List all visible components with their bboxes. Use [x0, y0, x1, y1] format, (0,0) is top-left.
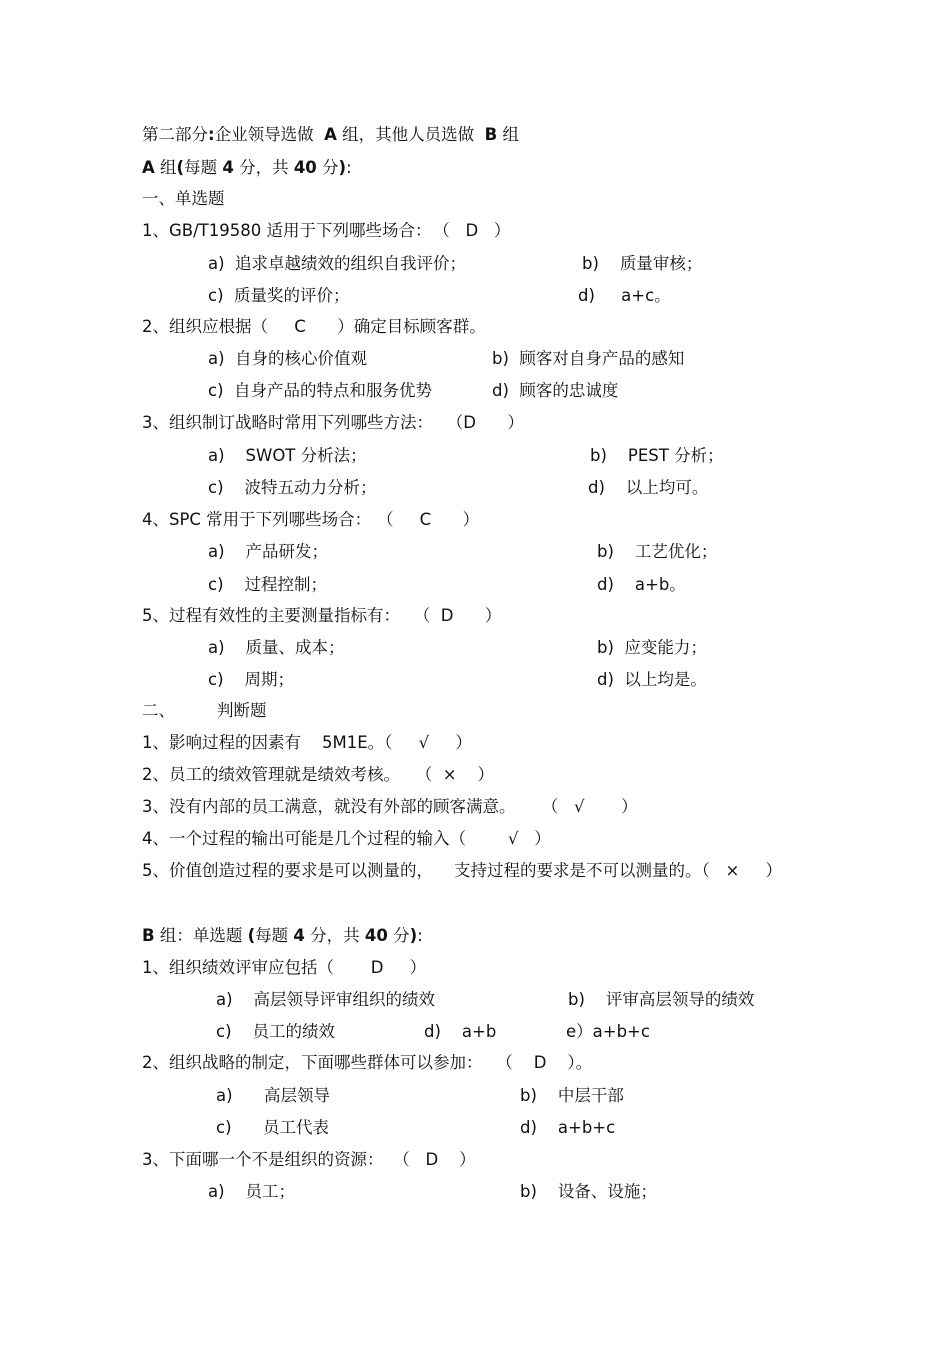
option-b: b) 顾客对自身产品的感知	[492, 349, 685, 368]
option-b: b) PEST 分析；	[590, 446, 724, 465]
option-d: d) a+b	[424, 1022, 497, 1041]
question-stem: 3、下面哪一个不是组织的资源： （ D ）	[142, 1150, 476, 1169]
option-b: b) 设备、设施；	[520, 1182, 657, 1201]
question-stem: 1、组织绩效评审应包括（ D ）	[142, 958, 427, 977]
option-e: e）a+b+c	[566, 1022, 650, 1041]
option-b: b) 应变能力；	[597, 638, 707, 657]
question-stem: 2、组织应根据（ C ）确定目标顾客群。	[142, 317, 486, 336]
option-b: b) 工艺优化；	[597, 542, 718, 561]
single-choice-title: 一、单选题	[142, 189, 225, 208]
option-b: b) 中层干部	[520, 1086, 624, 1105]
judgment-item: 2、员工的绩效管理就是绩效考核。 （ × ）	[142, 765, 495, 784]
question-stem: 2、组织战略的制定，下面哪些群体可以参加： （ D ）。	[142, 1053, 593, 1072]
option-c: c) 周期；	[208, 670, 294, 689]
judgment-item: 4、一个过程的输出可能是几个过程的输入（ √ ）	[142, 829, 551, 848]
option-a: a) 高层领导评审组织的绩效	[216, 990, 436, 1009]
option-c: c) 员工的绩效	[216, 1022, 335, 1041]
part-title: 第二部分:企业领导选做 A 组，其他人员选做 B 组	[142, 125, 519, 144]
option-c: c) 过程控制；	[208, 575, 327, 594]
option-d: d) a+c。	[578, 286, 671, 305]
option-a: a) 追求卓越绩效的组织自我评价；	[208, 254, 467, 273]
question-stem: 3、组织制订战略时常用下列哪些方法： （D ）	[142, 413, 524, 432]
option-a: a) 自身的核心价值观	[208, 349, 368, 368]
option-c: c) 员工代表	[216, 1118, 329, 1137]
option-a: a) 质量、成本；	[208, 638, 345, 657]
option-d: d) 以上均是。	[597, 670, 707, 689]
option-a: a) 产品研发；	[208, 542, 329, 561]
group-b-header: B 组：单选题 (每题 4 分，共 40 分):	[142, 926, 423, 945]
question-stem: 1、GB/T19580 适用于下列哪些场合： （ D ）	[142, 221, 511, 240]
option-c: c) 自身产品的特点和服务优势	[208, 381, 432, 400]
judgment-item: 1、影响过程的因素有 5M1E。（ √ ）	[142, 733, 472, 752]
option-d: d) 顾客的忠诚度	[492, 381, 619, 400]
option-b: b) 质量审核；	[582, 254, 703, 273]
option-c: c) 波特五动力分析；	[208, 478, 377, 497]
option-d: d) 以上均可。	[588, 478, 709, 497]
judgment-title: 二、 判断题	[142, 701, 267, 720]
option-c: c) 质量奖的评价；	[208, 286, 350, 305]
question-stem: 4、SPC 常用于下列哪些场合： （ C ）	[142, 510, 480, 529]
group-a-header: A 组(每题 4 分，共 40 分):	[142, 158, 352, 177]
judgment-item: 5、价值创造过程的要求是可以测量的， 支持过程的要求是不可以测量的。（ × ）	[142, 861, 783, 880]
option-a: a) SWOT 分析法；	[208, 446, 367, 465]
option-d: d) a+b+c	[520, 1118, 616, 1137]
option-a: a) 员工；	[208, 1182, 296, 1201]
option-a: a) 高层领导	[216, 1086, 331, 1105]
judgment-item: 3、没有内部的员工满意，就没有外部的顾客满意。 （ √ ）	[142, 797, 638, 816]
option-d: d) a+b。	[597, 575, 686, 594]
option-b: b) 评审高层领导的绩效	[568, 990, 755, 1009]
question-stem: 5、过程有效性的主要测量指标有： （ D ）	[142, 606, 502, 625]
